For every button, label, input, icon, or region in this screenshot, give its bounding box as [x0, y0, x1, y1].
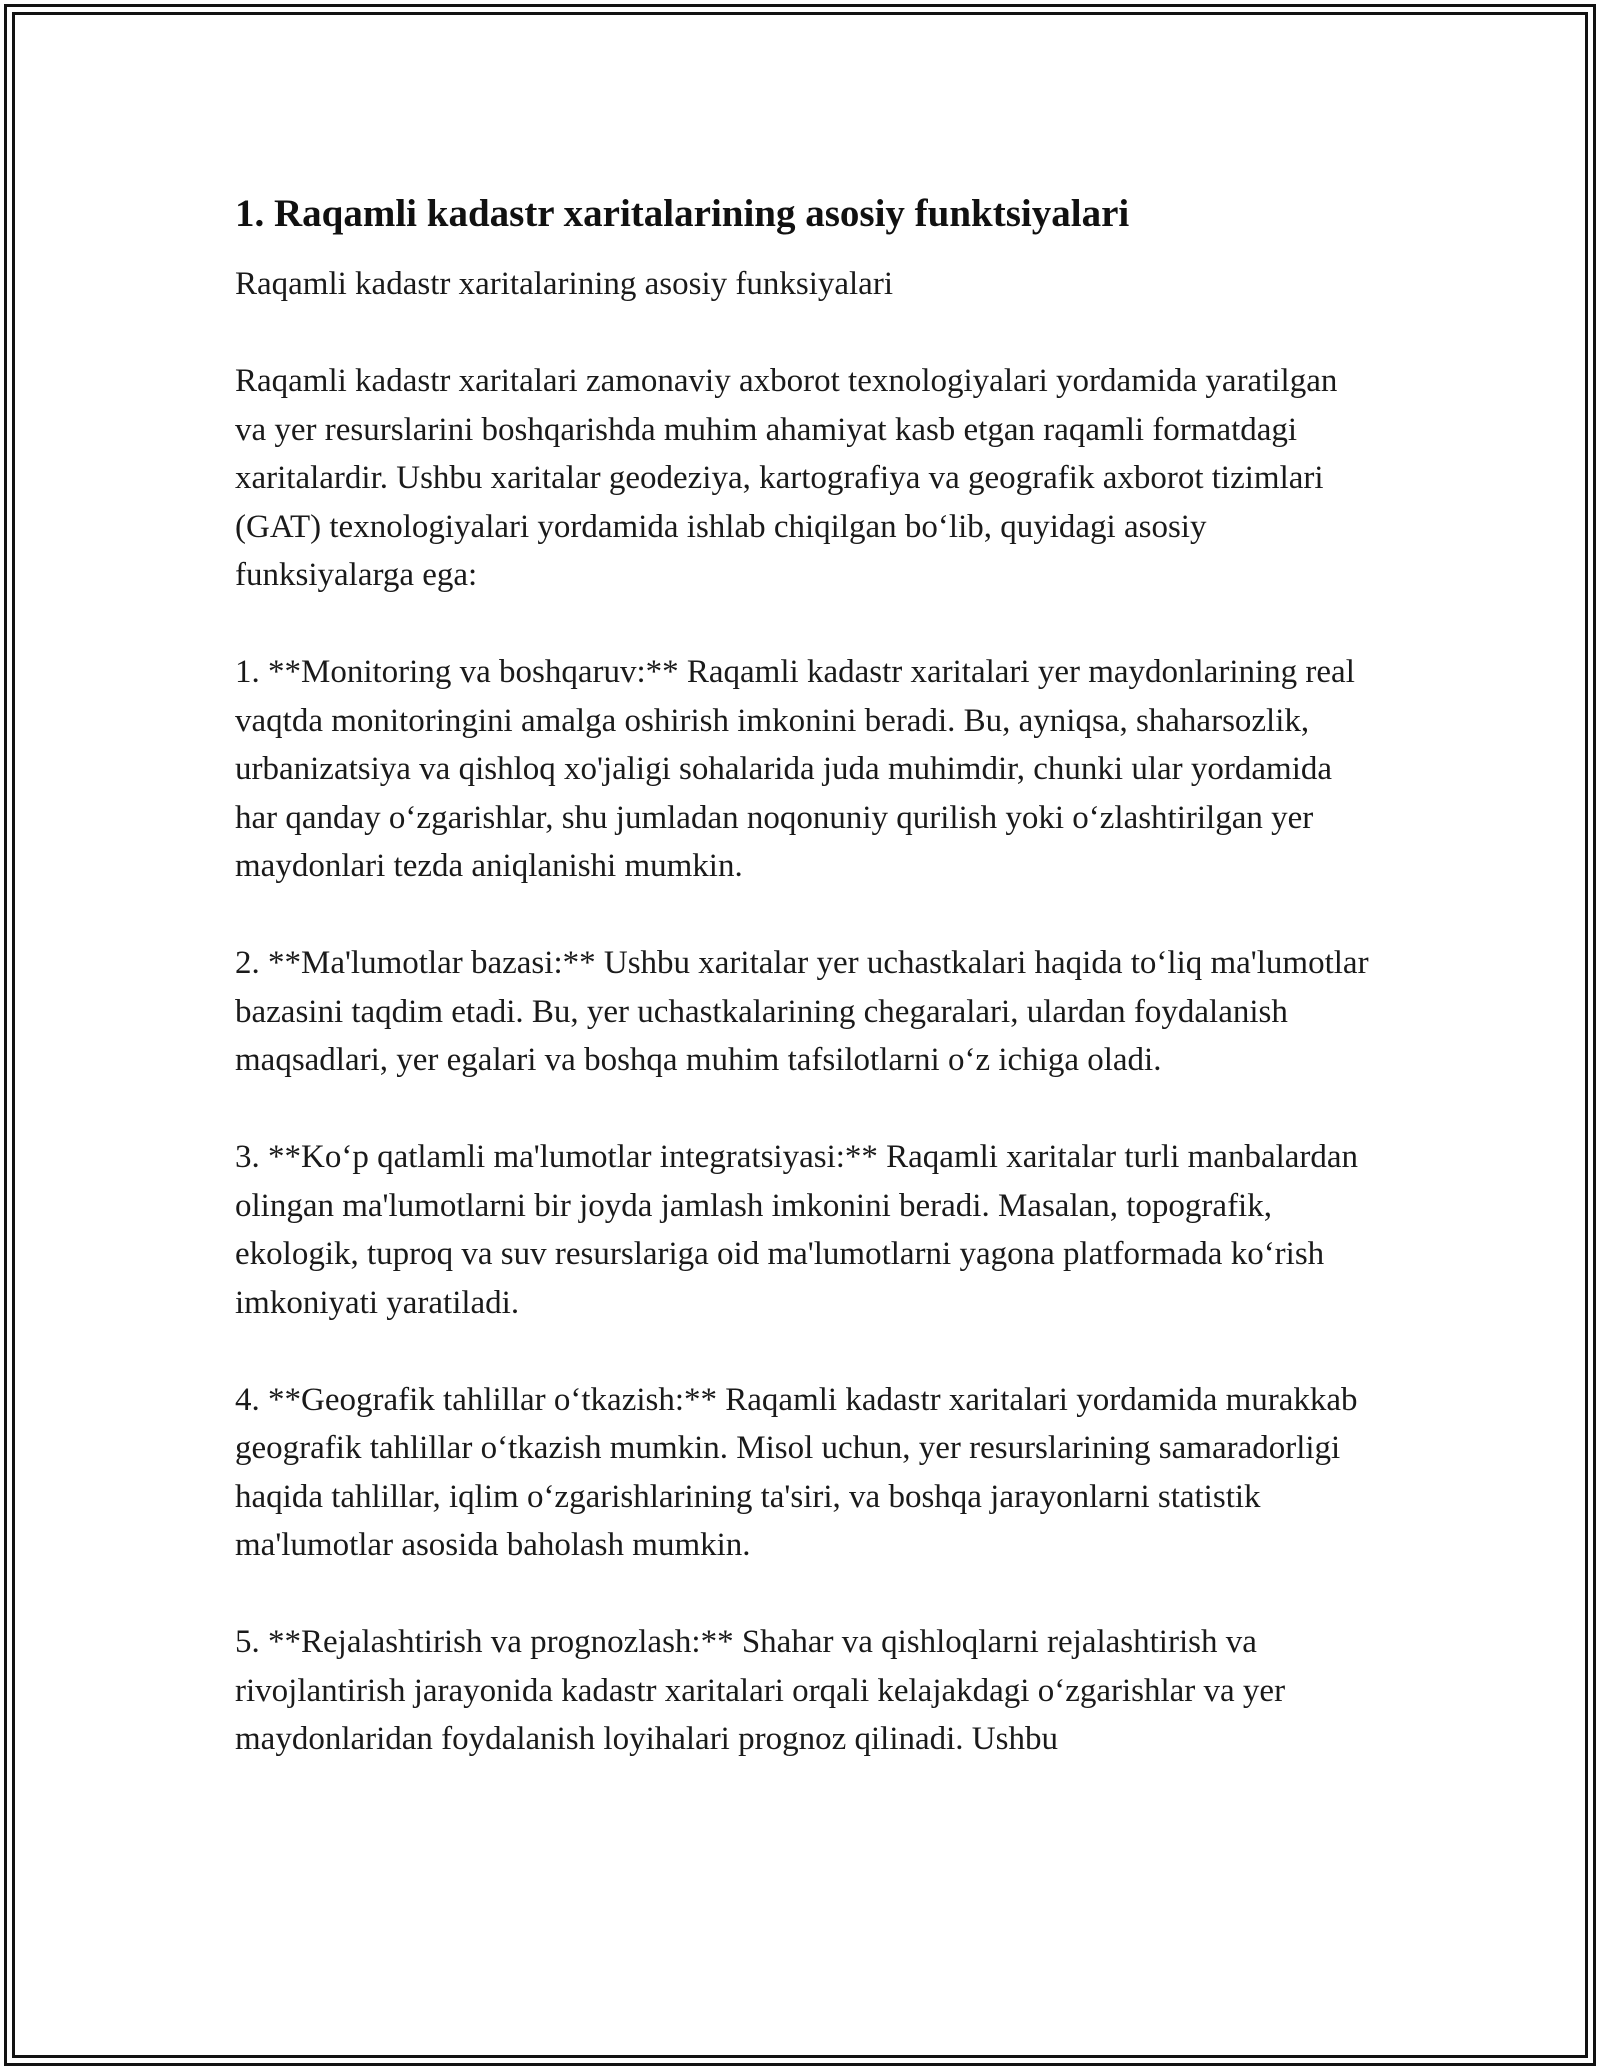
- paragraph-analysis: 4. **Geografik tahlillar o‘tkazish:** Raqamli kadastr xaritalari yordamida murakkab geografik tahlillar o‘tkazish mumkin. Misol uchun, yer resurslarining samaradorligi haqida tahlillar, iqlim o‘zgarishlarining ta'siri, va boshqa jarayonlarni statistik ma'lumotlar asosida baholash mumkin.: [235, 1381, 1358, 1563]
- paragraph-integration: 3. **Ko‘p qatlamli ma'lumotlar integratsiyasi:** Raqamli xaritalar turli manbalardan olingan ma'lumotlarni bir joyda jamlash imkonini beradi. Masalan, topografik, ekologik, tuproq va suv resurslariga oid ma'lumotlarni yagona platformada ko‘rish imkoniyati yaratiladi.: [235, 1139, 1359, 1321]
- section-subtitle: Raqamli kadastr xaritalarining asosiy funksiyalari: [235, 266, 893, 302]
- intro-paragraph: Raqamli kadastr xaritalari zamonaviy axborot texnologiyalari yordamida yaratilgan va yer resurslarini boshqarishda muhim ahamiyat kasb etgan raqamli formatdagi xaritalardir. Ushbu xaritalar geodeziya, kartografiya va geografik axborot tizimlari (GAT) texnologiyalari yordamida ishlab chiqilgan bo‘lib, quyidagi asosiy funksiyalarga ega:: [235, 363, 1338, 593]
- section-heading: 1. Raqamli kadastr xaritalarining asosiy funktsiyalari: [235, 192, 1130, 235]
- document-body: [235, 188, 1375, 1764]
- paragraph-planning: 5. **Rejalashtirish va prognozlash:** Shahar va qishloqlarni rejalashtirish va rivojlantirish jarayonida kadastr xaritalari orqali kelajakdagi o‘zgarishlar va yer maydonlaridan foydalanish loyihalari prognoz qilinadi. Ushbu: [235, 1624, 1286, 1757]
- paragraph-database: 2. **Ma'lumotlar bazasi:** Ushbu xaritalar yer uchastkalari haqida to‘liq ma'lumotlar bazasini taqdim etadi. Bu, yer uchastkalarining chegaralari, ulardan foydalanish maqsadlari, yer egalari va boshqa muhim tafsilotlarni o‘z ichiga oladi.: [235, 945, 1369, 1078]
- paragraph-monitoring: 1. **Monitoring va boshqaruv:** Raqamli kadastr xaritalari yer maydonlarining real vaqtda monitoringini amalga oshirish imkonini beradi. Bu, ayniqsa, shaharsozlik, urbanizatsiya va qishloq xo'jaligi sohalarida juda muhimdir, chunki ular yordamida har qanday o‘zgarishlar, shu jumladan noqonuniy qurilish yoki o‘zlashtirilgan yer maydonlari tezda aniqlanishi mumkin.: [235, 654, 1355, 884]
